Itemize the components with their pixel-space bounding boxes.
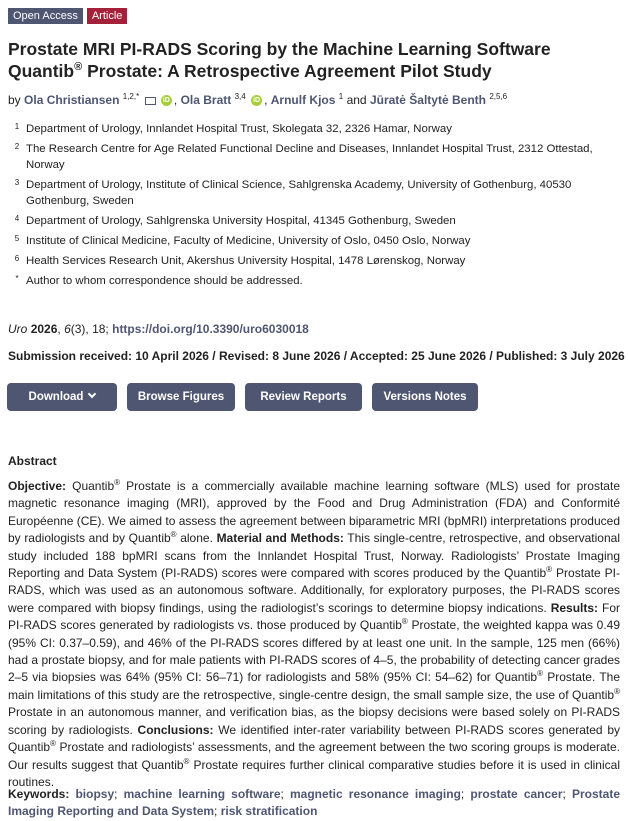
author-1-affil: 1,2,* bbox=[122, 92, 140, 101]
abstract-text bbox=[8, 478, 620, 791]
abstract-segment: We identified inter-rater variability between PI-RADS scores generated by Quantib bbox=[8, 722, 620, 755]
author-1[interactable]: Ola Christiansen bbox=[24, 93, 120, 107]
abstract-segment: Prostate. The main limitations of this study are the retrospective, single-centre design, the small sample size, the use of Quantib bbox=[8, 670, 621, 702]
registered-mark: ® bbox=[170, 530, 177, 540]
open-access-badge[interactable]: Open Access bbox=[8, 8, 83, 24]
objective-label: Objective: bbox=[8, 479, 67, 493]
abstract-segment: Prostate PI-RADS, which was used as an autonomous software. Additionally, for exploratory purposes, the PI-RADS scores were compared with biopsy findings, using the radiologist’s scorings to determine biopsy indications. bbox=[8, 566, 620, 615]
keyword-link[interactable]: machine learning software bbox=[123, 787, 281, 801]
orcid-icon[interactable]: iD bbox=[253, 97, 261, 105]
affiliation-number: 1 bbox=[14, 122, 20, 131]
citation-volume: 6 bbox=[64, 322, 71, 336]
affiliation-text: Author to whom correspondence should be addressed. bbox=[26, 275, 303, 287]
keyword-link[interactable]: biopsy bbox=[75, 787, 115, 801]
registered-mark: ® bbox=[401, 617, 408, 627]
journal-name: Uro bbox=[8, 322, 28, 336]
registered-mark: ® bbox=[50, 739, 56, 749]
affiliation-item bbox=[8, 121, 620, 137]
by-label: by bbox=[8, 93, 21, 107]
and-label: and bbox=[346, 93, 367, 107]
article-title bbox=[8, 38, 620, 82]
registered-mark: ® bbox=[114, 478, 121, 487]
author-2-affil: 3,4 bbox=[234, 92, 246, 101]
affiliation-item bbox=[8, 233, 620, 249]
download-button[interactable] bbox=[7, 383, 117, 411]
abstract-segment: Prostate in an autonomous manner, and verification bias, as the biopsy decisions were based solely on PI-RADS scoring by radiologists. bbox=[8, 705, 620, 737]
keyword-link[interactable]: prostate cancer bbox=[470, 787, 563, 801]
author-2[interactable]: Ola Bratt bbox=[180, 93, 232, 107]
affiliation-number: 5 bbox=[14, 234, 20, 243]
article-badge[interactable]: Article bbox=[87, 8, 128, 24]
email-icon[interactable] bbox=[145, 97, 156, 105]
doi-link[interactable]: https://doi.org/10.3390/uro6030018 bbox=[112, 322, 309, 336]
download-label: Download bbox=[28, 391, 84, 403]
abstract-heading: Abstract bbox=[8, 454, 57, 468]
badge-row bbox=[8, 8, 127, 24]
action-buttons bbox=[7, 383, 478, 411]
keywords: Keywords: biopsy; machine learning software; magnetic resonance imaging; prostate cancer; Prostate Imaging Reporting and Data System; risk stratification bbox=[8, 787, 621, 818]
affiliation-item bbox=[8, 213, 620, 229]
orcid-icon[interactable]: iD bbox=[162, 97, 170, 105]
citation-issue: (3), 18; bbox=[70, 322, 113, 336]
abstract-segment: This single-centre, retrospective, and observational study included 188 bpMRI scans from the Innlandet Hospital Trust, Norway. Radiologists’ Prostate Imaging Reporting and Data System (PI-RADS) scores were compared with scores produced by the Quantib bbox=[8, 531, 620, 581]
affiliation-item bbox=[8, 253, 620, 269]
affiliation-number: 4 bbox=[14, 214, 20, 223]
versions-notes-button[interactable]: Versions Notes bbox=[372, 383, 478, 411]
citation: Uro 2026, 6(3), 18; https://doi.org/10.3390/uro6030018 bbox=[8, 322, 309, 336]
review-reports-button[interactable]: Review Reports bbox=[245, 383, 362, 411]
abstract-segment: For PI-RADS scores generated by radiologists vs. those produced by Quantib bbox=[8, 600, 620, 633]
abstract-segment: Prostate is a commercially available machine learning software (MLS) used for prostate magnetic resonance imaging (MRI), approved by the Food and Drug Administration (FDA) and Conformité Européenne (CE). We aimed to assess the agreement between biparametric MRI (bpMRI) interpretations produced by radiologists and by Quantib bbox=[8, 479, 620, 546]
registered-mark: ® bbox=[537, 669, 543, 679]
affiliation-text: Institute of Clinical Medicine, Faculty of Medicine, University of Oslo, 0450 Oslo, Norway bbox=[26, 235, 471, 247]
registered-mark: ® bbox=[183, 756, 190, 766]
affiliation-text: Health Services Research Unit, Akershus University Hospital, 1478 Lørenskog, Norway bbox=[26, 255, 466, 267]
affiliation-item bbox=[8, 273, 620, 289]
author-4-affil: 2,5,6 bbox=[489, 92, 508, 101]
affiliation-number: 6 bbox=[14, 254, 20, 263]
keywords-label: Keywords: bbox=[8, 787, 70, 801]
title-part-2: Prostate: A Retrospective Agreement Pilot Study bbox=[82, 61, 492, 81]
affiliation-text: Department of Urology, Sahlgrenska University Hospital, 41345 Gothenburg, Sweden bbox=[26, 215, 456, 227]
affiliation-list bbox=[8, 121, 620, 293]
abstract-segment: Prostate and radiologists’ assessments, and the agreement between the two scoring groups is moderate. Our results suggest that Quantib bbox=[8, 740, 620, 772]
registered-mark: ® bbox=[546, 565, 553, 575]
abstract-segment: Quantib bbox=[66, 479, 115, 493]
methods-label: Material and Methods: bbox=[216, 531, 344, 546]
affiliation-text: Department of Urology, Innlandet Hospital Trust, Skolegata 32, 2326 Hamar, Norway bbox=[26, 123, 452, 135]
author-3-affil: 1 bbox=[338, 92, 344, 101]
affiliation-number: * bbox=[15, 274, 19, 283]
abstract-segment: Prostate requires further clinical comparative studies before it is used in clinical routines. bbox=[8, 757, 620, 789]
title-part-1: Prostate MRI PI-RADS Scoring by the Machine Learning Software Quantib bbox=[8, 39, 551, 81]
conclusions-label: Conclusions: bbox=[137, 722, 214, 737]
affiliation-number: 2 bbox=[14, 142, 20, 151]
author-3[interactable]: Arnulf Kjos bbox=[270, 93, 336, 107]
results-label: Results: bbox=[550, 600, 599, 615]
registered-mark: ® bbox=[614, 686, 620, 696]
keyword-link[interactable]: magnetic resonance imaging bbox=[289, 787, 461, 801]
abstract-segment: alone. bbox=[176, 531, 217, 546]
publication-dates: Submission received: 10 April 2026 / Revised: 8 June 2026 / Accepted: 25 June 2026 / Published: 3 July 2026 bbox=[8, 349, 625, 363]
affiliation-number: 3 bbox=[14, 178, 20, 187]
chevron-down-icon bbox=[88, 390, 96, 398]
abstract-segment: Prostate, the weighted kappa was 0.49 (95% CI: 0.37–0.59), and 46% of the PI-RADS scores differed by at least one unit. In the sample, 125 men (66%) had a prostate biopsy, and for male patients with PI-RADS scores of 4–5, the probability of detecting cancer grades 2–5 via biopsies was 64% (95% CI: 56–71) for radiologists and 58% (95% CI: 54–62) for Quantib bbox=[8, 618, 620, 685]
title-registered-mark: ® bbox=[74, 61, 83, 74]
browse-figures-button[interactable]: Browse Figures bbox=[127, 383, 235, 411]
author-4[interactable]: Jūratė Šaltytė Benth bbox=[369, 93, 486, 107]
keyword-link[interactable]: Prostate Imaging Reporting and Data System bbox=[8, 787, 621, 818]
author-list: by Ola Christiansen $^{1,2,*}$ iD , Ola Bratt $^{3,4}$ iD , Arnulf Kjos $^1$ and Jūratė Šaltytė Benth $^{2,5,6}$ bbox=[8, 92, 508, 107]
affiliation-text: The Research Centre for Age Related Functional Decline and Diseases, Innlandet Hospital Trust, 2312 Ottestad, Norway bbox=[26, 143, 593, 171]
keyword-link[interactable]: risk stratification bbox=[220, 803, 318, 818]
affiliation-item bbox=[8, 141, 620, 173]
affiliation-text: Department of Urology, Institute of Clinical Science, Sahlgrenska Academy, University of Gothenburg, 40530 Gothenburg, Sweden bbox=[26, 179, 572, 207]
affiliation-item bbox=[8, 177, 620, 209]
citation-year: 2026 bbox=[30, 322, 58, 336]
